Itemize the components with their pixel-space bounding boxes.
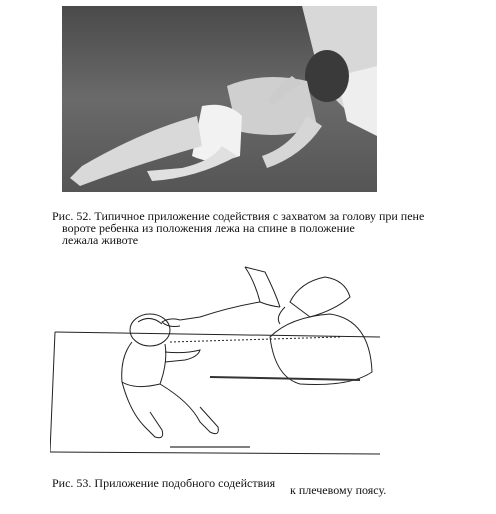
figure-52-caption-line-1: Рис. 52. Типичное приложение содействия с захватом за голову при пене: [52, 209, 425, 223]
figure-53-caption-part-2: к плечевому поясу.: [290, 483, 387, 497]
figure-53-caption-part-1: Рис. 53. Приложение подобного содействия: [52, 476, 276, 490]
figure-52-photo: [62, 6, 377, 192]
figure-52-caption-line-2: вороте ребенка из положения лежа на спине в положение: [62, 221, 355, 235]
figure-53-line-art: [50, 262, 385, 457]
figure-52-caption: [52, 210, 482, 246]
figure-52-caption-line-3: лежала животе: [62, 233, 139, 247]
figure-53-drawing: [50, 262, 385, 457]
figure-52-photo-illustration: [62, 6, 377, 192]
